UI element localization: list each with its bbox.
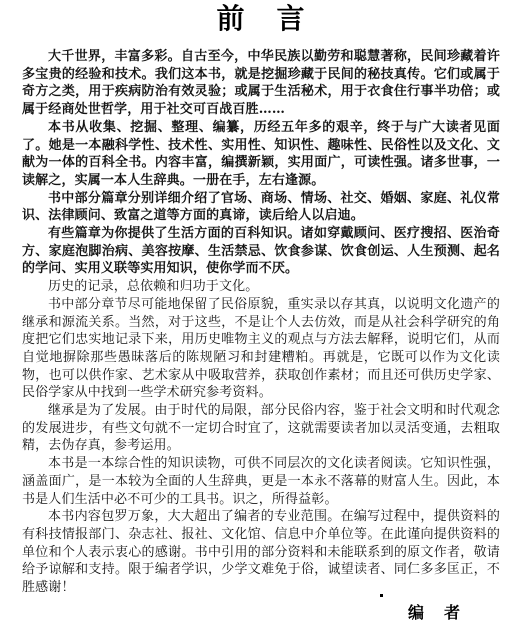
paragraph-1: 大千世界，丰富多彩。自古至今，中华民族以勤劳和聪慧著称，民间珍藏着许多宝贵的经验和技术。我们这本书，就是挖掘珍藏于民间的秘技真传。它们或属于奇方之类，用于疾病防治有效灵验；或属于生活秘术，用于衣食住行事半功倍；或属于经商处世哲学，用于社交可百战百胜…… — [22, 49, 500, 118]
paragraph-3: 书中部分篇章分别详细介绍了官场、商场、情场、社交、婚姻、家庭、礼仪常识、法律顾问、致富之道等方面的真谛，读后给人以启迪。 — [22, 190, 500, 224]
document-body — [22, 48, 500, 597]
paragraph-6: 书中部分章节尽可能地保留了民俗原貌，重实录以存其真，以说明文化遗产的继承和源流关系。当然，对于这些，不是让个人去仿效，而是从社会科学研究的角度把它们忠实地记录下来，用历史唯物主义的观点与方法去解释，说明它们，从而自觉地摒除那些愚昧落后的陈规陋习和封建糟粕。再就是，它既可以作为文化读物，也可以供作家、艺术家从中吸取营养，获取创作素材；而且还可供历史学家、民俗学家从中找到一些学术研究参考资料。 — [22, 296, 500, 401]
document-signature: 编者 — [408, 603, 481, 622]
paragraph-8: 本书是一本综合性的知识读物，可供不同层次的文化读者阅读。它知识性强，涵盖面广，是一本较为全面的人生辞典，更是一本永不落幕的财富人生。因此，本书是人们生活中必不可少的工具书。识之，所得益彰。 — [22, 456, 500, 507]
paragraph-9: 本书内容包罗万象，大大超出了编者的专业范围。在编写过程中，提供资料的有科技情报部门、杂志社、报社、文化馆、信息中介单位等。在此谨向提供资料的单位和个人表示衷心的感谢。书中引用的部分资料和未能联系到的原文作者，敬请给予谅解和支持。限于编者学识，少学文难免于俗，诚望读者、同仁多多匡正，不胜感谢！ — [22, 509, 500, 596]
print-dot-mark — [380, 594, 383, 597]
document-title: 前言 — [216, 2, 337, 35]
paragraph-7: 继承是为了发展。由于时代的局限，部分民俗内容，鉴于社会文明和时代观念的发展进步，有些文句就不一定切合时宜了，这就需要读者加以灵活变通，去粗取精，去伪存真，参考运用。 — [22, 403, 500, 454]
paragraph-5: 历史的记录，总依赖和归功于文化。 — [48, 279, 259, 295]
paragraph-4: 有些篇章为你提供了生活方面的百科知识。诸如穿戴顾问、医疗搜招、医治奇方、家庭泡脚治病、美容按摩、生活禁忌、饮食参谋、饮食创运、人生预测、起名的学问、实用义联等实用知识，使你学而不厌。 — [22, 226, 500, 277]
paragraph-2: 本书从收集、挖掘、整理、编纂，历经五年多的艰辛，终于与广大读者见面了。她是一本融科学性、技术性、实用性、知识性、趣味性、民俗性以及文化、文献为一体的百科全书。内容丰富，编撰新颖，实用面广，可读性强。诸多世事，一读解之，实属一本人生辞典。一册在手，左右逢源。 — [22, 119, 500, 188]
